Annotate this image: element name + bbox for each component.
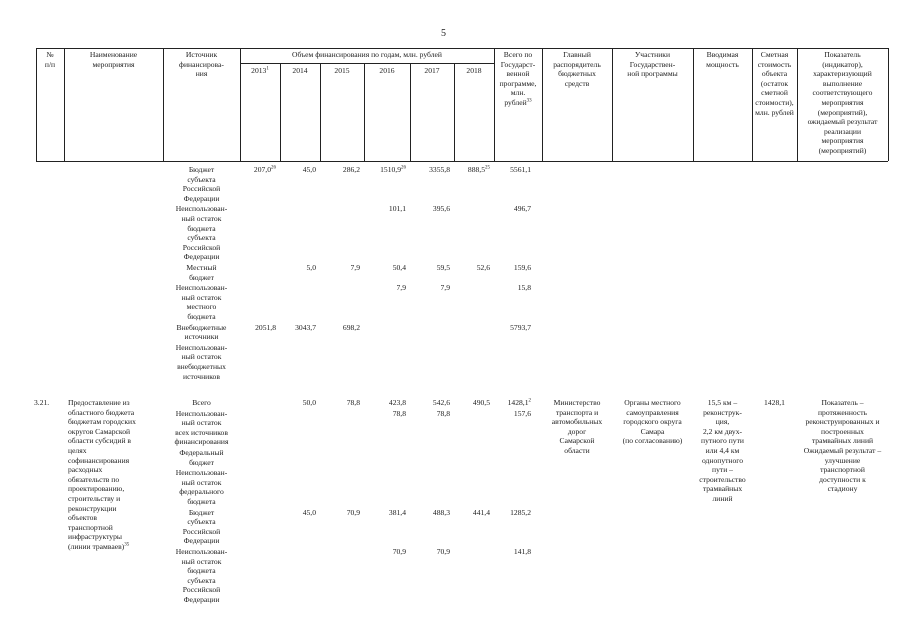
item-manager: области	[564, 446, 590, 455]
item-row-source: федерального	[179, 487, 224, 497]
item-participants: городского округа	[623, 417, 682, 427]
header-funding-title: Объем финансирования по годам, млн. рублей	[292, 50, 442, 59]
header-indicator: реализации	[823, 126, 862, 136]
prev-row-total	[518, 283, 531, 293]
item-name: объектов	[68, 513, 97, 523]
item-row-value	[347, 508, 360, 518]
prev-row-value	[343, 323, 360, 333]
prev-row-source: ный остаток	[181, 292, 222, 302]
header-total: Государст-	[500, 59, 536, 69]
header-estimate: объекта	[761, 69, 788, 79]
item-row-total-footnote: 2	[528, 398, 531, 404]
prev-row-value	[433, 204, 450, 214]
header-participants: Государствен-	[629, 59, 676, 69]
item-row-value	[347, 398, 360, 408]
header-manager: распорядитель	[553, 59, 601, 69]
prev-row-value-footnote: 26	[271, 165, 276, 171]
header-estimate: стоимость	[757, 59, 792, 69]
prev-row-source: Федерации	[183, 252, 220, 262]
prev-row-value-value: 286,2	[342, 165, 360, 174]
header-indicator: соответствующего	[812, 88, 873, 98]
header-year	[364, 66, 410, 76]
item-row-value-value: 78,8	[392, 408, 406, 418]
page-number: 5	[441, 28, 446, 39]
prev-row-source: Неиспользован-	[175, 342, 228, 352]
header-indicator: выполнение	[822, 78, 863, 88]
item-row-source: ный остаток	[181, 418, 222, 428]
item-name: реконструкции	[68, 503, 117, 513]
header-estimate: сметной	[761, 88, 788, 98]
item-row-value-value: 50,0	[302, 398, 316, 407]
prev-row-source: субъекта	[187, 233, 216, 243]
item-row-value	[389, 398, 406, 408]
item-capacity: однопутного	[701, 455, 744, 465]
prev-row-value	[437, 263, 450, 273]
header-name: мероприятия	[92, 59, 135, 69]
item-participants: самоуправления	[626, 407, 679, 417]
item-indicator: Ожидаемый результат –	[803, 446, 882, 455]
header-estimate: стоимости),	[755, 98, 794, 107]
item-row-source: Всего	[192, 398, 211, 407]
prev-row-total-value: 496,7	[513, 204, 531, 214]
prev-row-value-value: 395,6	[432, 204, 450, 214]
item-row-source: Неиспользован-	[175, 468, 228, 478]
header-estimate: Сметная	[760, 50, 789, 59]
year-divider	[410, 63, 411, 161]
prev-row-value-value: 888,5	[467, 165, 485, 174]
item-row-source: Федерации	[183, 536, 220, 546]
header-year	[454, 66, 494, 76]
item-row-value	[433, 398, 450, 408]
item-row-source: Неиспользован-	[175, 408, 228, 418]
item-row-source: Федерации	[183, 595, 220, 604]
item-row-value-value: 441,4	[472, 507, 490, 517]
item-name: областного бюджета	[68, 407, 135, 417]
header-manager: Главный	[563, 50, 591, 59]
header-year-label: 2017	[424, 66, 440, 75]
prev-row-value-value: 3043,7	[295, 322, 316, 332]
prev-row-value	[477, 263, 490, 273]
item-capacity: линий	[712, 494, 733, 503]
item-row-value-value: 78,8	[436, 408, 450, 418]
item-row-value-value: 488,3	[432, 507, 450, 517]
year-divider	[454, 63, 455, 161]
item-indicator: протяженность	[817, 407, 868, 417]
header-year	[280, 66, 320, 76]
item-row-value-value: 78,8	[346, 398, 360, 407]
prev-row-total-value: 5793,7	[510, 322, 531, 332]
prev-row-value-value: 45,0	[302, 165, 316, 174]
prev-row-source: источников	[183, 371, 220, 381]
prev-row-value	[397, 283, 407, 293]
header-indicator: мероприятия	[821, 98, 864, 107]
header-estimate: (остаток	[760, 78, 789, 88]
item-indicator: стадиону	[827, 484, 858, 494]
header-total: венной	[506, 69, 530, 79]
item-row-source: Российской	[182, 585, 221, 595]
header-capacity: мощность	[706, 59, 739, 69]
item-row-source: ный остаток	[181, 477, 222, 487]
prev-row-value-value: 101,1	[388, 204, 406, 214]
prev-row-value-value: 1510,9	[380, 165, 401, 174]
header-year-label: 2015	[334, 66, 350, 75]
prev-row-value	[307, 263, 317, 273]
prev-row-value-value: 2051,8	[255, 322, 276, 332]
header-num: №	[46, 50, 54, 59]
prev-row-value	[393, 263, 406, 273]
header-indicator: Показатель	[824, 50, 861, 59]
item-row-value	[393, 547, 406, 557]
header-year	[240, 66, 280, 76]
prev-row-value	[303, 165, 316, 175]
prev-row-value	[254, 165, 276, 175]
item-row-total	[510, 508, 531, 518]
prev-row-value	[429, 165, 450, 175]
prev-row-source: Федерации	[183, 193, 220, 203]
item-row-total-value: 1285,2	[510, 507, 531, 517]
header-indicator: (мероприятий)	[818, 146, 867, 155]
year-divider	[320, 63, 321, 161]
column-divider	[240, 48, 241, 161]
header-year-footnote: 1	[266, 66, 269, 72]
item-capacity: 15,5 км –	[707, 398, 738, 407]
header-year-label: 2014	[292, 66, 308, 75]
item-row-value	[303, 398, 316, 408]
prev-row-value-value: 207,0	[253, 165, 271, 174]
header-num: п/п	[44, 59, 56, 69]
prev-row-value-value: 5,0	[306, 263, 316, 272]
header-source: ния	[195, 69, 208, 79]
prev-row-source: Российской	[182, 184, 221, 194]
header-indicator: характеризующий	[813, 69, 872, 79]
item-name: проектированию,	[68, 484, 125, 494]
prev-row-value-value: 59,5	[436, 263, 450, 272]
item-participants: (по согласованию)	[622, 436, 683, 446]
prev-row-source: Неиспользован-	[175, 204, 228, 214]
header-participants: ной программы	[627, 69, 678, 79]
prev-row-source: Внебюджетные	[176, 322, 227, 332]
prev-row-source: бюджета	[187, 223, 216, 233]
header-indicator: (индикатор),	[822, 59, 863, 69]
item-capacity: 2,2 км двух-	[702, 426, 743, 436]
header-capacity: Вводимая	[706, 50, 739, 59]
prev-row-value-value: 7,9	[350, 263, 360, 272]
header-year	[410, 66, 454, 76]
item-row-value-value: 70,9	[346, 507, 360, 517]
prev-row-total	[510, 165, 531, 175]
item-manager: Самарской	[559, 436, 595, 446]
prev-row-source: Бюджет	[188, 165, 215, 174]
prev-row-value	[295, 323, 316, 333]
prev-row-value-value: 50,4	[392, 263, 406, 272]
item-capacity: строительство	[699, 474, 746, 484]
prev-row-source: Российской	[182, 242, 221, 252]
item-capacity: путного пути	[701, 436, 744, 446]
item-indicator: улучшение	[824, 455, 861, 465]
item-name: целях	[68, 446, 87, 455]
header-participants: Участники	[634, 50, 671, 59]
item-number: 3.21.	[34, 398, 50, 407]
prev-row-total	[510, 323, 531, 333]
prev-row-source: бюджет	[189, 272, 214, 282]
prev-row-value-footnote: 26	[401, 165, 406, 171]
item-row-value-value: 70,9	[436, 547, 450, 556]
item-indicator: построенных	[821, 426, 864, 436]
item-row-value	[473, 508, 490, 518]
item-capacity: ция,	[715, 417, 730, 427]
prev-row-source: местного	[186, 302, 217, 312]
item-participants: Органы местного	[624, 398, 681, 407]
item-row-value-value: 542,6	[432, 398, 450, 407]
item-name: обязательств по	[68, 474, 120, 484]
header-indicator: мероприятия	[821, 136, 864, 146]
item-row-source: всех источников	[175, 427, 228, 437]
header-manager: бюджетных	[558, 69, 596, 79]
item-row-value-value: 70,9	[392, 547, 406, 556]
item-row-source: субъекта	[187, 575, 216, 585]
header-year-label: 2018	[466, 66, 482, 75]
header-name: Наименование	[89, 50, 138, 59]
prev-row-total-value: 15,8	[517, 283, 531, 293]
item-indicator: доступности к	[819, 474, 866, 484]
item-row-total-value: 1428,1	[507, 398, 529, 407]
prev-row-source: ный остаток	[181, 214, 222, 223]
header-indicator: (мероприятий),	[817, 107, 868, 117]
column-divider	[888, 48, 889, 161]
item-capacity: трамвайных	[702, 484, 743, 494]
item-row-source: ный остаток	[181, 556, 222, 566]
prev-row-value-value: 52,6	[476, 263, 490, 272]
item-row-value	[389, 508, 406, 518]
item-indicator: Показатель –	[821, 398, 864, 407]
header-source: Источник	[185, 50, 218, 59]
item-name: софинансирования	[68, 455, 130, 465]
prev-row-value-value: 698,2	[342, 322, 360, 332]
item-manager: автомобильных	[551, 417, 603, 427]
item-row-source: финансирования	[174, 437, 229, 447]
item-capacity: пути –	[712, 465, 733, 475]
prev-row-value	[255, 323, 276, 333]
prev-row-source: источники	[184, 332, 219, 342]
prev-row-value-value: 7,9	[396, 283, 406, 293]
item-name: округов Самарской	[68, 426, 131, 436]
item-row-value	[433, 508, 450, 518]
prev-row-value-value: 7,9	[440, 283, 450, 293]
item-row-value-value: 423,8	[388, 398, 406, 407]
prev-row-source: Местный	[186, 263, 217, 272]
year-divider	[280, 63, 281, 161]
prev-row-value-value: 3355,8	[429, 165, 450, 174]
item-row-value	[437, 409, 450, 419]
header-year	[320, 66, 364, 76]
item-name: бюджетам городских	[68, 417, 136, 427]
prev-row-source: бюджета	[187, 312, 216, 321]
prev-row-value-footnote: 25	[485, 165, 490, 171]
header-total: рублей$^{33}$	[504, 98, 532, 107]
prev-row-source: внебюджетных	[177, 362, 226, 371]
item-capacity: реконструк-	[703, 407, 742, 417]
item-name-footnote: 35	[124, 542, 130, 548]
item-capacity: или 4,4 км	[705, 446, 740, 455]
item-manager: дорог	[567, 426, 587, 436]
item-row-value	[437, 547, 450, 557]
item-row-source: Неиспользован-	[175, 547, 228, 556]
item-row-total-value: 157,6	[513, 408, 531, 418]
prev-row-total-value: 5561,1	[510, 165, 531, 174]
item-row-source: бюджета	[187, 497, 216, 506]
item-name: расходных	[68, 465, 103, 475]
item-row-value-value: 45,0	[302, 507, 316, 517]
prev-row-total	[514, 263, 531, 273]
year-divider	[364, 63, 365, 161]
item-row-total	[514, 547, 531, 557]
item-row-value	[393, 409, 406, 419]
item-manager: транспорта и	[555, 407, 599, 417]
item-indicator: транспортной	[820, 465, 865, 475]
item-row-value	[473, 398, 490, 408]
prev-row-total-value: 159,6	[513, 263, 531, 272]
item-row-value-value: 381,4	[388, 507, 406, 517]
header-year-label: 2016	[379, 66, 395, 75]
item-name: Предоставление из	[68, 398, 130, 407]
item-row-total-value: 141,8	[513, 547, 531, 556]
item-row-source: бюджет	[189, 457, 214, 467]
header-bottom-border	[36, 161, 888, 162]
prev-row-source: субъекта	[187, 174, 216, 184]
header-source: финансирова-	[179, 59, 224, 69]
item-participants: Самара	[640, 426, 665, 436]
item-row-source: Федеральный	[179, 448, 224, 457]
item-name: строительству и	[68, 494, 121, 503]
item-row-total	[514, 409, 531, 419]
item-row-value	[303, 508, 316, 518]
item-row-source: субъекта	[187, 517, 216, 527]
item-name: транспортной	[68, 522, 113, 532]
prev-row-value	[468, 165, 490, 175]
prev-row-value	[351, 263, 361, 273]
prev-row-total	[514, 204, 531, 214]
header-estimate: млн. рублей	[755, 107, 794, 117]
item-indicator: трамвайных линий	[811, 436, 874, 446]
prev-row-value	[441, 283, 451, 293]
year-header-border	[240, 63, 494, 64]
item-manager: Министерство	[553, 398, 601, 407]
header-year-label: 2013	[251, 66, 267, 75]
header-manager: средств	[564, 78, 590, 88]
prev-row-value	[380, 165, 406, 175]
prev-row-source: Неиспользован-	[175, 283, 228, 293]
item-row-source: Российской	[182, 526, 221, 536]
header-indicator: ожидаемый результат	[807, 117, 878, 127]
item-row-total	[508, 398, 531, 408]
item-estimate: 1428,1	[764, 398, 785, 407]
prev-row-value	[343, 165, 360, 175]
item-indicator: реконструированных и	[805, 417, 880, 427]
item-name: инфраструктуры	[68, 532, 122, 542]
item-name: (линии трамваев)$^{35}$	[68, 542, 130, 551]
item-name: области субсидий в	[68, 436, 132, 446]
item-row-source: бюджета	[187, 566, 216, 576]
item-row-source: Бюджет	[188, 507, 215, 517]
prev-row-value	[389, 204, 406, 214]
header-total: Всего по	[503, 50, 533, 59]
item-row-value-value: 490,5	[472, 398, 490, 407]
prev-row-source: ный остаток	[181, 352, 222, 362]
header-total-footnote: 33	[526, 98, 532, 104]
header-total: программе,	[499, 78, 537, 88]
header-total: млн.	[510, 88, 526, 98]
